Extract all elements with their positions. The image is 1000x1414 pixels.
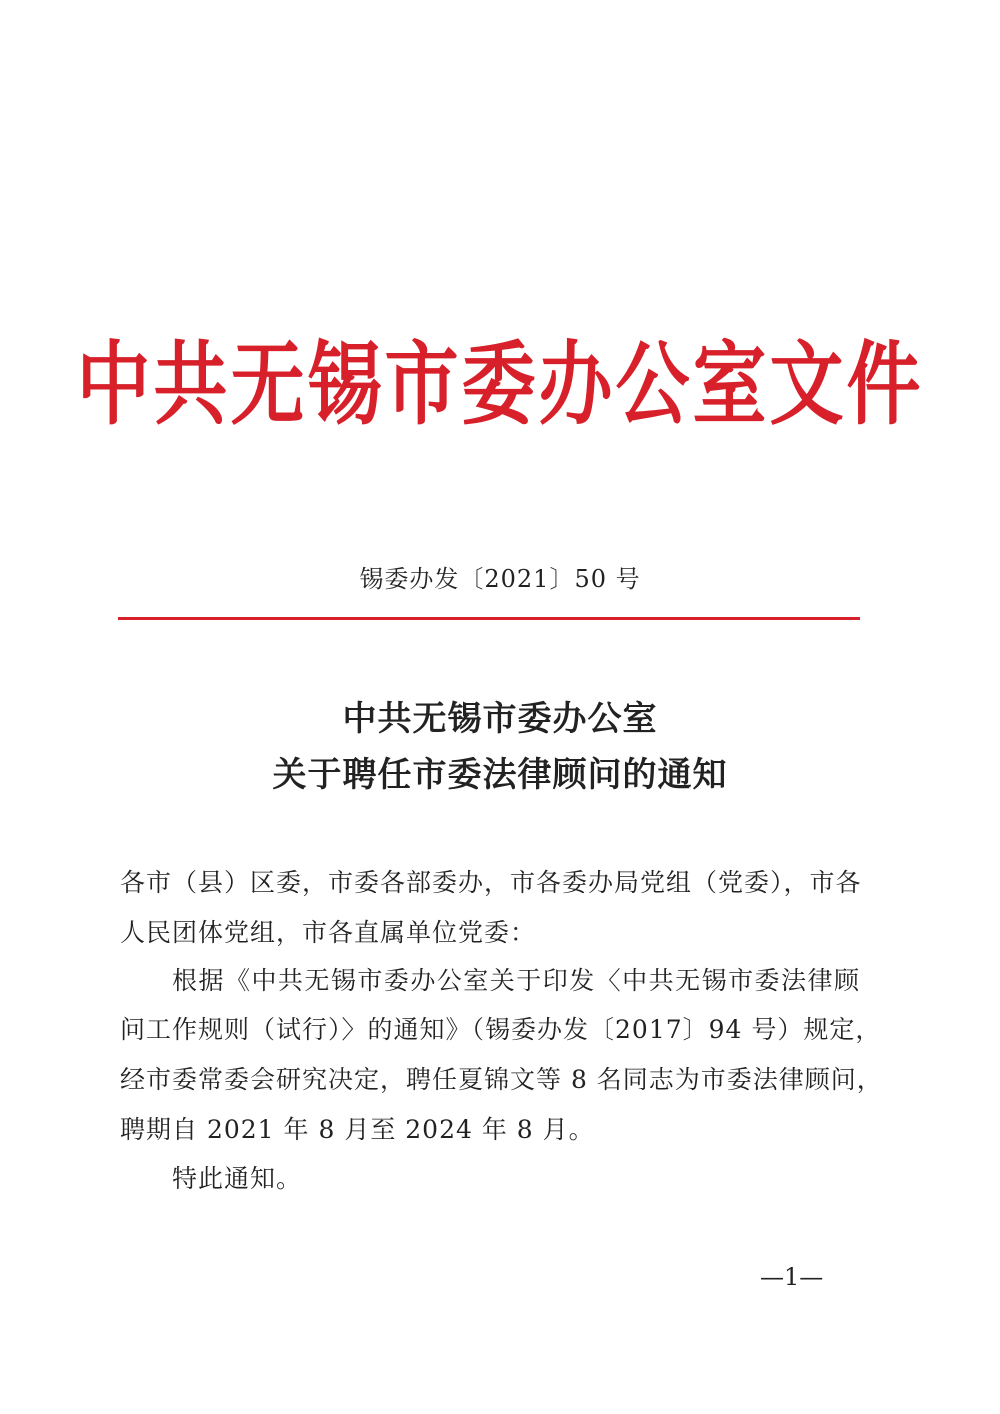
addressee-line-2: 人民团体党组，市各直属单位党委：: [120, 918, 537, 947]
body-paragraph-line-3: 经市委常委会研究决定，聘任夏锦文等 8 名同志为市委法律顾问，: [120, 1065, 883, 1094]
title-line-2: 关于聘任市委法律顾问的通知: [272, 755, 728, 795]
body-paragraph-line-1: 根据《中共无锡市委办公室关于印发〈中共无锡市委法律顾: [172, 966, 860, 995]
page-number: —1—: [760, 1263, 824, 1291]
red-separator-line: [118, 617, 860, 620]
document-number: 锡委办发〔2021〕50 号: [359, 565, 641, 593]
closing-text: 特此通知。: [172, 1164, 303, 1193]
document-masthead: 中共无锡市委办公室文件: [76, 332, 924, 438]
title-line-1: 中共无锡市委办公室: [342, 699, 658, 739]
body-paragraph-line-2: 问工作规则（试行）〉的通知》（锡委办发〔2017〕94 号）规定，: [120, 1015, 882, 1044]
body-paragraph-line-4: 聘期自 2021 年 8 月至 2024 年 8 月。: [120, 1115, 595, 1144]
addressee-line-1: 各市（县）区委，市委各部委办，市各委办局党组（党委），市各: [120, 868, 862, 897]
